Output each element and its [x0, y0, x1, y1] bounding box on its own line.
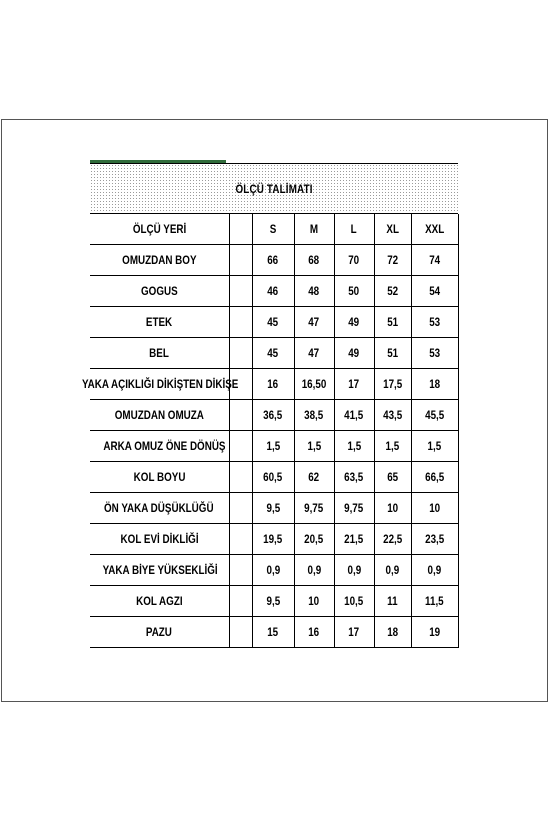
row-label: OMUZDAN OMUZA [90, 400, 229, 431]
value-cell: 62 [294, 462, 334, 493]
value-cell: 70 [334, 245, 374, 276]
value-cell: 0,9 [411, 555, 458, 586]
row-label: GOGUS [90, 276, 229, 307]
value-cell: 0,9 [374, 555, 411, 586]
value-cell: 9,75 [294, 493, 334, 524]
row-label: OMUZDAN BOY [90, 245, 229, 276]
row-label: KOL AGZI [90, 586, 229, 617]
empty-cell [229, 431, 252, 462]
value-cell: 65 [374, 462, 411, 493]
value-cell: 53 [411, 307, 458, 338]
value-cell: 1,5 [334, 431, 374, 462]
table-row [90, 617, 458, 648]
value-cell: 1,5 [252, 431, 294, 462]
value-cell: 36,5 [252, 400, 294, 431]
table-row [90, 555, 458, 586]
empty-cell [229, 493, 252, 524]
header-l: L [334, 214, 374, 245]
row-label: BEL [90, 338, 229, 369]
value-cell: 45 [252, 338, 294, 369]
value-cell: 9,75 [334, 493, 374, 524]
value-cell: 10 [374, 493, 411, 524]
table-row [90, 276, 458, 307]
title-band [90, 163, 458, 214]
chart-title: ÖLÇÜ TALİMATI [235, 181, 313, 196]
value-cell: 1,5 [294, 431, 334, 462]
value-cell: 48 [294, 276, 334, 307]
value-cell: 45 [252, 307, 294, 338]
empty-cell [229, 617, 252, 648]
table-row [90, 586, 458, 617]
value-cell: 0,9 [334, 555, 374, 586]
value-cell: 20,5 [294, 524, 334, 555]
value-cell: 17 [334, 617, 374, 648]
value-cell: 23,5 [411, 524, 458, 555]
value-cell: 16 [252, 369, 294, 400]
value-cell: 60,5 [252, 462, 294, 493]
value-cell: 22,5 [374, 524, 411, 555]
empty-cell [229, 524, 252, 555]
row-label: ETEK [90, 307, 229, 338]
value-cell: 10,5 [334, 586, 374, 617]
value-cell: 21,5 [334, 524, 374, 555]
value-cell: 47 [294, 338, 334, 369]
value-cell: 17 [334, 369, 374, 400]
value-cell: 1,5 [374, 431, 411, 462]
value-cell: 17,5 [374, 369, 411, 400]
row-label: ÖN YAKA DÜŞÜKLÜĞÜ [90, 493, 229, 524]
value-cell: 49 [334, 307, 374, 338]
value-cell: 16,50 [294, 369, 334, 400]
empty-cell [229, 462, 252, 493]
value-cell: 9,5 [252, 493, 294, 524]
value-cell: 74 [411, 245, 458, 276]
value-cell: 19,5 [252, 524, 294, 555]
table-row [90, 462, 458, 493]
row-label: PAZU [90, 617, 229, 648]
value-cell: 1,5 [411, 431, 458, 462]
table-row [90, 245, 458, 276]
table-row [90, 369, 458, 400]
value-cell: 0,9 [294, 555, 334, 586]
table-row [90, 400, 458, 431]
row-label: KOL EVİ DİKLİĞİ [90, 524, 229, 555]
value-cell: 50 [334, 276, 374, 307]
value-cell: 11 [374, 586, 411, 617]
value-cell: 18 [411, 369, 458, 400]
row-label: YAKA AÇIKLIĞI DİKİŞTEN DİKİŞE [90, 369, 229, 400]
value-cell: 11,5 [411, 586, 458, 617]
value-cell: 10 [294, 586, 334, 617]
empty-cell [229, 276, 252, 307]
value-cell: 51 [374, 338, 411, 369]
value-cell: 10 [411, 493, 458, 524]
size-chart-sheet [82, 160, 458, 652]
value-cell: 63,5 [334, 462, 374, 493]
value-cell: 52 [374, 276, 411, 307]
value-cell: 47 [294, 307, 334, 338]
header-xl: XL [374, 214, 411, 245]
value-cell: 41,5 [334, 400, 374, 431]
value-cell: 49 [334, 338, 374, 369]
value-cell: 51 [374, 307, 411, 338]
value-cell: 19 [411, 617, 458, 648]
value-cell: 15 [252, 617, 294, 648]
value-cell: 72 [374, 245, 411, 276]
value-cell: 38,5 [294, 400, 334, 431]
value-cell: 45,5 [411, 400, 458, 431]
value-cell: 46 [252, 276, 294, 307]
empty-cell [229, 555, 252, 586]
empty-cell [229, 245, 252, 276]
value-cell: 66 [252, 245, 294, 276]
empty-cell [229, 338, 252, 369]
value-cell: 16 [294, 617, 334, 648]
table-row [90, 493, 458, 524]
value-cell: 18 [374, 617, 411, 648]
table-row [90, 524, 458, 555]
header-m: M [294, 214, 334, 245]
row-label: KOL BOYU [90, 462, 229, 493]
table-row [90, 307, 458, 338]
value-cell: 9,5 [252, 586, 294, 617]
empty-cell [229, 307, 252, 338]
table-row [90, 338, 458, 369]
header-empty [229, 214, 252, 245]
empty-cell [229, 400, 252, 431]
size-table [82, 214, 459, 648]
value-cell: 66,5 [411, 462, 458, 493]
header-row [90, 214, 458, 245]
empty-cell [229, 586, 252, 617]
header-s: S [252, 214, 294, 245]
header-xxl: XXL [411, 214, 458, 245]
table-row [90, 431, 458, 462]
row-label: ARKA OMUZ ÖNE DÖNÜŞ [90, 431, 229, 462]
value-cell: 53 [411, 338, 458, 369]
header-olcu-yeri: ÖLÇÜ YERİ [90, 214, 229, 245]
row-label: YAKA BİYE YÜKSEKLİĞİ [90, 555, 229, 586]
value-cell: 68 [294, 245, 334, 276]
value-cell: 54 [411, 276, 458, 307]
value-cell: 43,5 [374, 400, 411, 431]
value-cell: 0,9 [252, 555, 294, 586]
